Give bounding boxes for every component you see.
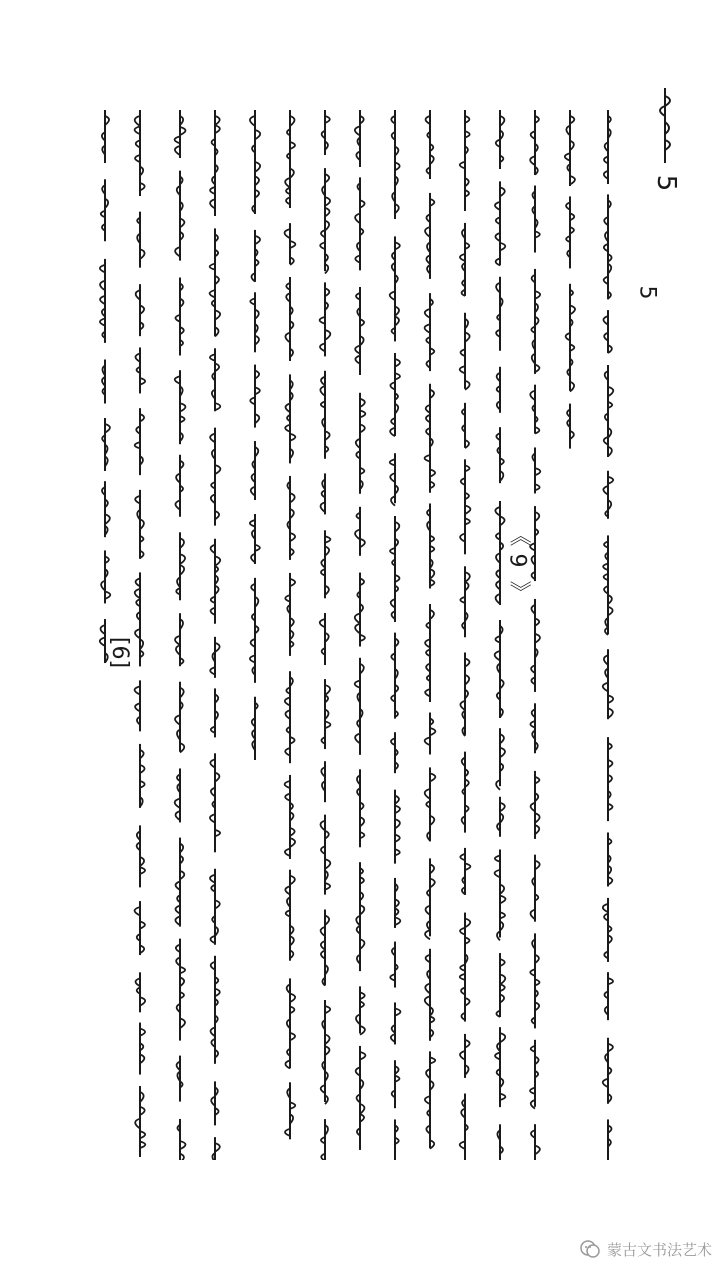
bracket-number: 9	[504, 553, 530, 568]
mongolian-script-glyphs	[524, 110, 546, 1160]
script-column	[244, 110, 266, 760]
watermark	[579, 1238, 712, 1260]
heading-number: 5	[651, 174, 681, 192]
mongolian-script-glyphs	[384, 110, 406, 1160]
mongolian-script-glyphs	[489, 110, 511, 1160]
paren-number: 5	[634, 285, 660, 300]
footnote-reference: [6]	[107, 636, 133, 669]
script-column	[454, 110, 476, 1160]
script-column	[279, 110, 301, 1160]
script-column	[559, 110, 581, 470]
mongolian-script-glyphs	[454, 110, 476, 1160]
mongolian-script-glyphs	[129, 110, 151, 1160]
mongolian-script-glyphs	[314, 110, 336, 1160]
script-column	[169, 110, 191, 1160]
script-column	[314, 110, 336, 1160]
section-heading	[650, 88, 680, 198]
mongolian-script-glyphs	[419, 110, 441, 1160]
mongolian-script-glyphs	[94, 110, 116, 680]
script-column	[204, 110, 226, 1160]
watermark-text: 蒙古文书法艺术	[606, 1240, 712, 1259]
script-column	[597, 110, 619, 1160]
script-column	[419, 110, 441, 1160]
bracket-close: 》	[506, 580, 532, 603]
script-column	[349, 110, 371, 1160]
wechat-icon	[579, 1238, 601, 1260]
mongolian-script-glyphs	[169, 110, 191, 1160]
mongolian-script-glyphs	[559, 110, 581, 470]
mongolian-script-glyphs	[349, 110, 371, 1160]
script-column	[384, 110, 406, 1160]
mongolian-script-glyphs	[204, 110, 226, 1160]
heading-mongolian-script	[650, 88, 680, 168]
script-column	[524, 110, 546, 1160]
script-column	[129, 110, 151, 1160]
mongolian-script-glyphs	[279, 110, 301, 1160]
mongolian-script-glyphs	[597, 110, 619, 1160]
bracket-open: 《	[506, 524, 532, 547]
mongolian-script-glyphs	[244, 110, 266, 760]
script-column	[94, 110, 116, 680]
script-column	[489, 110, 511, 1160]
